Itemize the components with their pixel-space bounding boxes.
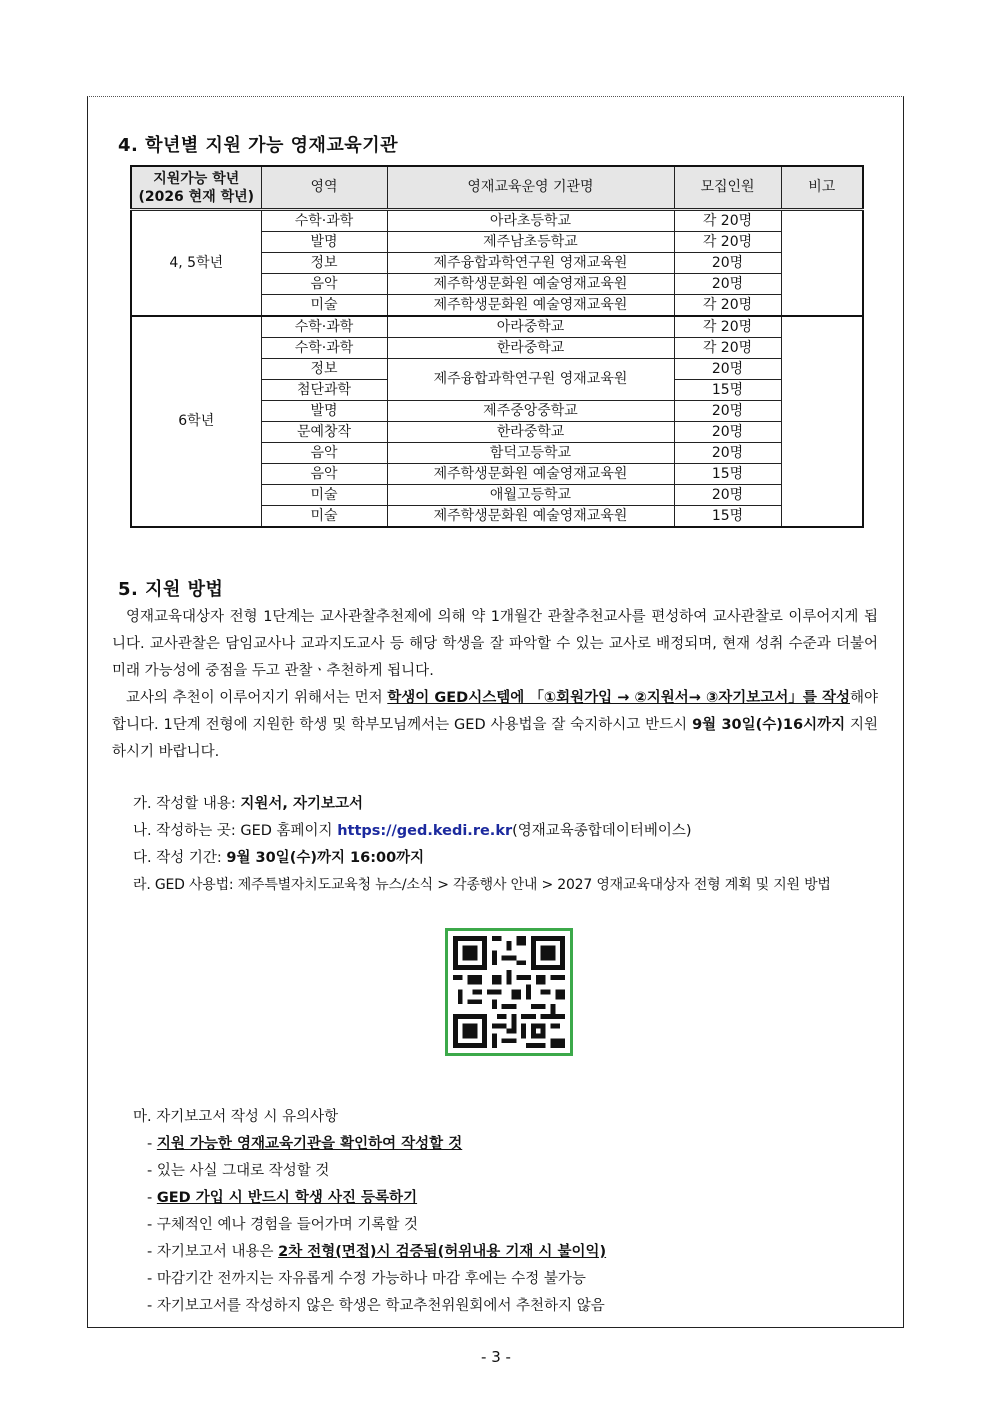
item-na-label: 나. 작성하는 곳: GED 홈페이지 [133,823,338,839]
para2-text-a: 교사의 추천이 이루어지기 위해서는 먼저 [126,690,388,706]
item-ra: 라. GED 사용법: 제주특별자치도교육청 뉴스/소식 > 각종행사 안내 > 2027 영재교육대상자 전형 계획 및 지원 방법 [133,877,831,893]
item-ga-value: 지원서, 자기보고서 [240,796,363,812]
institution-cell: 제주융합과학연구원 영재교육원 [387,359,674,401]
dash: - [147,1244,157,1260]
notes-title: 마. 자기보고서 작성 시 유의사항 [133,1109,339,1125]
note-item [133,1212,873,1239]
capacity-cell: 20명 [674,274,781,295]
para2-text-c: 해야 합니다. 1단계 전형에 지원한 학생 및 학부모님께서는 GED 사용법을 잘 숙지하시고 반드시 [112,690,878,733]
institution-cell: 제주학생문화원 예술영재교육원 [387,295,674,317]
note-item [133,1185,873,1212]
para2-deadline: 9월 30일(수)16시까지 [692,717,846,733]
note-item [133,1158,873,1185]
grade-cell: 6학년 [131,316,261,527]
capacity-cell: 20명 [674,359,781,380]
field-cell: 미술 [261,506,387,528]
institution-cell: 제주중앙중학교 [387,401,674,422]
header-grade-line2: (2026 현재 학년) [138,188,255,205]
institution-cell: 아라중학교 [387,316,674,338]
institution-cell: 애월고등학교 [387,485,674,506]
item-ga [133,791,893,818]
paragraph-1: 영재교육대상자 전형 1단계는 교사관찰추천제에 의해 약 1개월간 관찰추천교사를 편성하여 교사관찰로 이루어지게 됩니다. 교사관찰은 담임교사나 교과지도교사 등 해당 학생을 잘 파악할 수 있는 교사로 배정되며, 현재 성취 수준과 더불어 미래 가능성에 중점을 두고 관찰ㆍ추천하게 됩니다. [112,609,878,679]
dash: - [147,1190,157,1206]
note-item [133,1293,873,1320]
institution-table [130,165,864,528]
capacity-cell: 각 20명 [674,232,781,253]
dash: - [147,1271,157,1287]
field-cell: 정보 [261,253,387,274]
note-item [133,1266,873,1293]
header-grade-line1: 지원가능 학년 [153,170,240,187]
instruction-list [133,791,893,899]
capacity-cell: 20명 [674,401,781,422]
field-cell: 음악 [261,443,387,464]
application-paragraphs [112,604,878,766]
field-cell: 정보 [261,359,387,380]
para2-emphasis: 학생이 GED시스템에 「①회원가입 → ②지원서→ ③자기보고서」를 작성 [387,690,850,706]
note-item [133,1239,873,1266]
field-cell: 수학·과학 [261,316,387,338]
note-text: 마감기간 전까지는 자유롭게 수정 가능하나 마감 후에는 수정 불가능 [156,1271,586,1287]
capacity-cell: 각 20명 [674,295,781,317]
field-cell: 발명 [261,232,387,253]
table-row [131,210,863,232]
institution-cell: 아라초등학교 [387,210,674,232]
field-cell: 수학·과학 [261,338,387,359]
field-cell: 음악 [261,464,387,485]
institution-cell: 한라중학교 [387,422,674,443]
note-item [133,1131,873,1158]
section4-title: 4. 학년별 지원 가능 영재교육기관 [118,135,398,156]
note-text: 자기보고서를 작성하지 않은 학생은 학교추천위원회에서 추천하지 않음 [156,1298,605,1314]
qr-code-icon [448,931,570,1053]
para2-text-e: 지원하시기 바랍니다. [112,717,879,760]
dash: - [147,1217,157,1233]
page-number: - 3 - [481,1348,511,1366]
dash: - [147,1163,157,1179]
header-grade [131,166,261,210]
note-text: 구체적인 예나 경험을 들어가며 기록할 것 [156,1217,419,1233]
header-field: 영역 [261,166,387,210]
note-cell [781,210,863,317]
table-row [131,316,863,338]
notes-list [133,1104,873,1320]
field-cell: 문예창작 [261,422,387,443]
institution-cell: 제주학생문화원 예술영재교육원 [387,464,674,485]
capacity-cell: 20명 [674,422,781,443]
paragraph-2 [112,685,878,766]
capacity-cell: 15명 [674,380,781,401]
note-text: GED 가입 시 반드시 학생 사진 등록하기 [156,1190,418,1206]
item-ga-label: 가. 작성할 내용: [133,796,241,812]
capacity-cell: 각 20명 [674,316,781,338]
note-text: 자기보고서 내용은 [156,1244,279,1260]
note-text: 있는 사실 그대로 작성할 것 [156,1163,330,1179]
item-na [133,818,893,845]
dash: - [147,1298,157,1314]
field-cell: 미술 [261,485,387,506]
capacity-cell: 각 20명 [674,338,781,359]
item-da [133,845,893,872]
field-cell: 발명 [261,401,387,422]
field-cell: 첨단과학 [261,380,387,401]
note-text: 지원 가능한 영재교육기관을 확인하여 작성할 것 [156,1136,463,1152]
header-capacity: 모집인원 [674,166,781,210]
capacity-cell: 각 20명 [674,210,781,232]
item-da-value: 9월 30일(수)까지 16:00까지 [226,850,425,866]
field-cell: 미술 [261,295,387,317]
institution-cell: 제주남초등학교 [387,232,674,253]
item-da-label: 다. 작성 기간: [133,850,227,866]
dash: - [147,1136,157,1152]
field-cell: 수학·과학 [261,210,387,232]
item-na-suffix: (영재교육종합데이터베이스) [512,823,692,839]
section5-title: 5. 지원 방법 [118,579,224,600]
capacity-cell: 15명 [674,464,781,485]
note-emphasis: 2차 전형(면접)시 검증됨(허위내용 기재 시 불이익) [278,1244,607,1260]
table-header-row [131,166,863,210]
institution-cell: 제주학생문화원 예술영재교육원 [387,506,674,528]
header-institution: 영재교육운영 기관명 [387,166,674,210]
qr-code-image [445,928,573,1056]
note-cell [781,316,863,527]
institution-cell: 제주학생문화원 예술영재교육원 [387,274,674,295]
institution-cell: 함덕고등학교 [387,443,674,464]
capacity-cell: 20명 [674,485,781,506]
capacity-cell: 20명 [674,443,781,464]
capacity-cell: 15명 [674,506,781,528]
ged-link[interactable]: https://ged.kedi.re.kr [337,823,513,839]
capacity-cell: 20명 [674,253,781,274]
institution-cell: 제주융합과학연구원 영재교육원 [387,253,674,274]
grade-cell: 4, 5학년 [131,210,261,317]
institution-cell: 한라중학교 [387,338,674,359]
field-cell: 음악 [261,274,387,295]
header-note: 비고 [781,166,863,210]
